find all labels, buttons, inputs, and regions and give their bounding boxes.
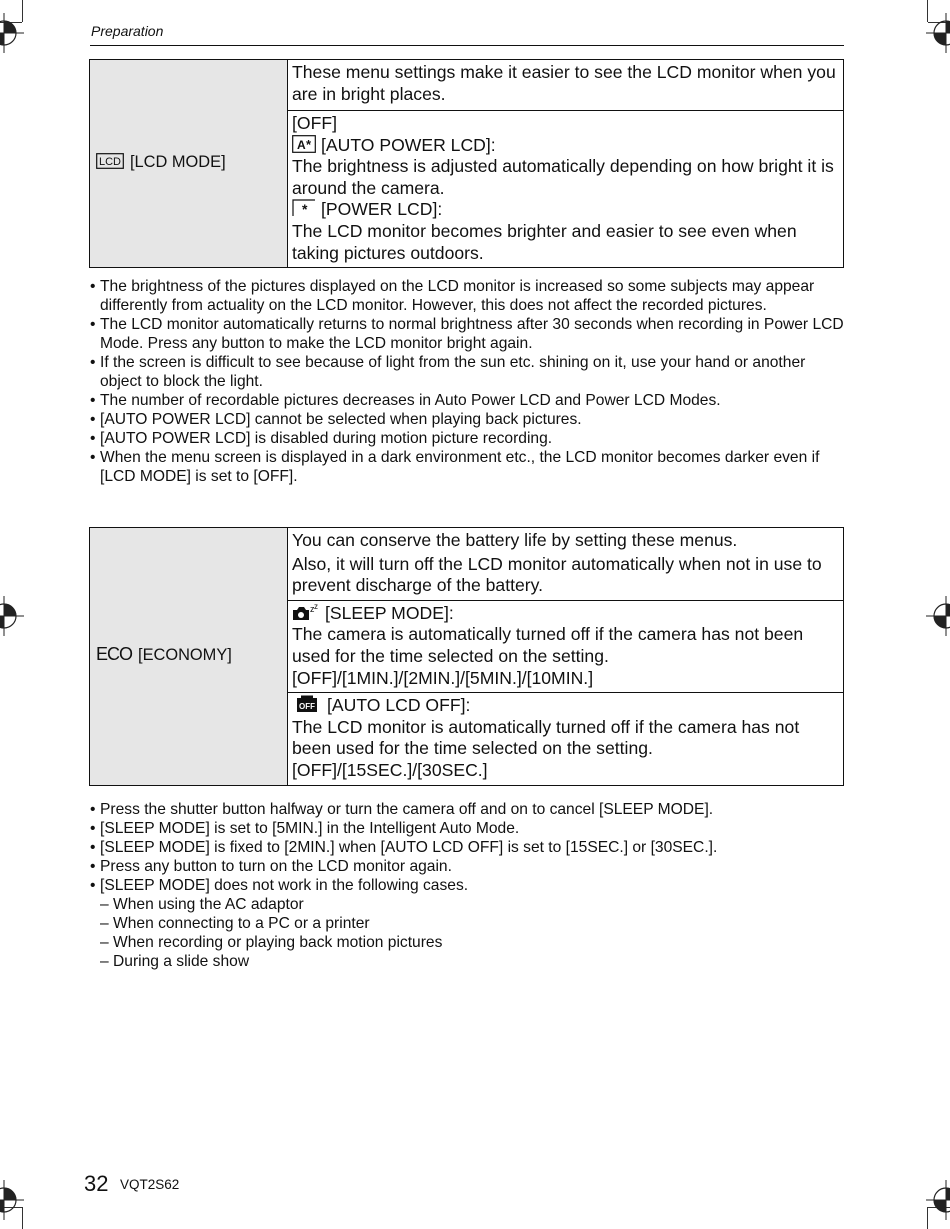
auto-lcd-off-options: [OFF]/[15SEC.]/[30SEC.] xyxy=(292,759,488,780)
lcd-mode-table xyxy=(89,59,844,268)
auto-lcd-off-title: [AUTO LCD OFF]: xyxy=(327,695,471,716)
registration-mark-icon xyxy=(0,596,24,636)
registration-mark-icon xyxy=(926,1180,950,1220)
model-code: VQT2S62 xyxy=(120,1177,180,1192)
sleep-mode-option xyxy=(292,603,839,625)
list-item: • [SLEEP MODE] is fixed to [2MIN.] when [AUTO LCD OFF] is set to [15SEC.] or [30SEC.]. xyxy=(90,838,850,857)
page-number: 32 xyxy=(84,1171,109,1196)
list-item: • The brightness of the pictures displayed on the LCD monitor is increased so some subjects may appear differently from actuality on the LCD monitor. However, this does not affect the recorded pictures. xyxy=(90,277,850,315)
lcd-mode-notes xyxy=(90,277,850,486)
svg-text:LCD: LCD xyxy=(98,156,122,169)
auto-lcd-off-option xyxy=(292,695,839,717)
sleep-mode-icon xyxy=(292,603,320,621)
list-item: • When the menu screen is displayed in a dark environment etc., the LCD monitor becomes darker even if [LCD MODE] is set to [OFF]. xyxy=(90,448,850,486)
economy-description-cell xyxy=(288,528,844,601)
list-item: • [SLEEP MODE] does not work in the following cases. xyxy=(90,876,850,895)
economy-label: [ECONOMY] xyxy=(138,646,232,665)
auto-power-lcd-icon xyxy=(292,135,316,153)
svg-text:*: * xyxy=(302,201,308,218)
sleep-mode-description: The camera is automatically turned off if the camera has not been used for the time selected on the setting. xyxy=(292,624,804,666)
economy-table xyxy=(89,527,844,786)
eco-icon: ECO xyxy=(96,644,133,665)
lcd-mode-label: [LCD MODE] xyxy=(130,153,226,172)
power-lcd-icon xyxy=(292,199,316,217)
list-item: – When using the AC adaptor xyxy=(100,896,304,913)
svg-text:*: * xyxy=(306,136,312,152)
list-item: • Press any button to turn on the LCD monitor again. xyxy=(90,857,850,876)
sleep-mode-title: [SLEEP MODE]: xyxy=(325,602,454,623)
list-item: • [AUTO POWER LCD] is disabled during motion picture recording. xyxy=(90,429,850,448)
svg-text:A: A xyxy=(297,137,306,152)
auto-power-lcd-option xyxy=(292,135,839,157)
lcd-off-option: [OFF] xyxy=(292,113,337,133)
list-item: – During a slide show xyxy=(100,953,250,970)
section-header: Preparation xyxy=(91,23,164,39)
list-item: • [SLEEP MODE] is set to [5MIN.] in the Intelligent Auto Mode. xyxy=(90,819,850,838)
power-lcd-option xyxy=(292,199,839,221)
lcd-mode-description-cell xyxy=(288,60,844,111)
lcd-icon xyxy=(96,153,124,169)
lcd-mode-label-cell xyxy=(90,60,288,268)
list-item: – When recording or playing back motion pictures xyxy=(100,934,443,951)
registration-mark-icon xyxy=(0,1180,24,1220)
auto-lcd-off-cell xyxy=(288,693,844,785)
economy-description-2: Also, it will turn off the LCD monitor automatically when not in use to prevent discharge of the battery. xyxy=(292,553,822,596)
list-item: • If the screen is difficult to see because of light from the sun etc. shining on it, use your hand or another object to block the light. xyxy=(90,353,850,391)
list-item: • The number of recordable pictures decreases in Auto Power LCD and Power LCD Modes. xyxy=(90,391,850,410)
auto-power-lcd-title: [AUTO POWER LCD]: xyxy=(321,134,496,155)
list-item: • [AUTO POWER LCD] cannot be selected when playing back pictures. xyxy=(90,410,850,429)
lcd-mode-description: These menu settings make it easier to see the LCD monitor when you are in bright places. xyxy=(292,62,836,104)
list-item: • Press the shutter button halfway or turn the camera off and on to cancel [SLEEP MODE]. xyxy=(90,800,850,819)
auto-power-lcd-description: The brightness is adjusted automatically depending on how bright it is around the camera. xyxy=(292,156,834,198)
economy-notes xyxy=(90,800,850,971)
svg-text:OFF: OFF xyxy=(299,702,315,712)
power-lcd-title: [POWER LCD]: xyxy=(321,199,443,220)
svg-text:z: z xyxy=(314,602,318,611)
registration-mark-icon xyxy=(0,13,24,53)
power-lcd-description: The LCD monitor becomes brighter and easier to see even when taking pictures outdoors. xyxy=(292,220,797,263)
economy-description-1: You can conserve the battery life by setting these menus. xyxy=(292,530,738,550)
lcd-mode-options-cell xyxy=(288,111,844,268)
list-item: – When connecting to a PC or a printer xyxy=(100,915,370,932)
header-divider xyxy=(90,45,844,46)
auto-lcd-off-icon xyxy=(296,695,320,713)
registration-mark-icon xyxy=(926,596,950,636)
economy-label-cell xyxy=(90,528,288,786)
registration-mark-icon xyxy=(926,13,950,53)
list-item: • The LCD monitor automatically returns to normal brightness after 30 seconds when recording in Power LCD Mode. Press any button to make the LCD monitor bright again. xyxy=(90,315,850,353)
sleep-mode-cell xyxy=(288,600,844,692)
sleep-mode-options: [OFF]/[1MIN.]/[2MIN.]/[5MIN.]/[10MIN.] xyxy=(292,667,594,688)
auto-lcd-off-description: The LCD monitor is automatically turned off if the camera has not been used for the time selected on the setting. xyxy=(292,716,800,759)
svg-text:z: z xyxy=(310,603,315,614)
